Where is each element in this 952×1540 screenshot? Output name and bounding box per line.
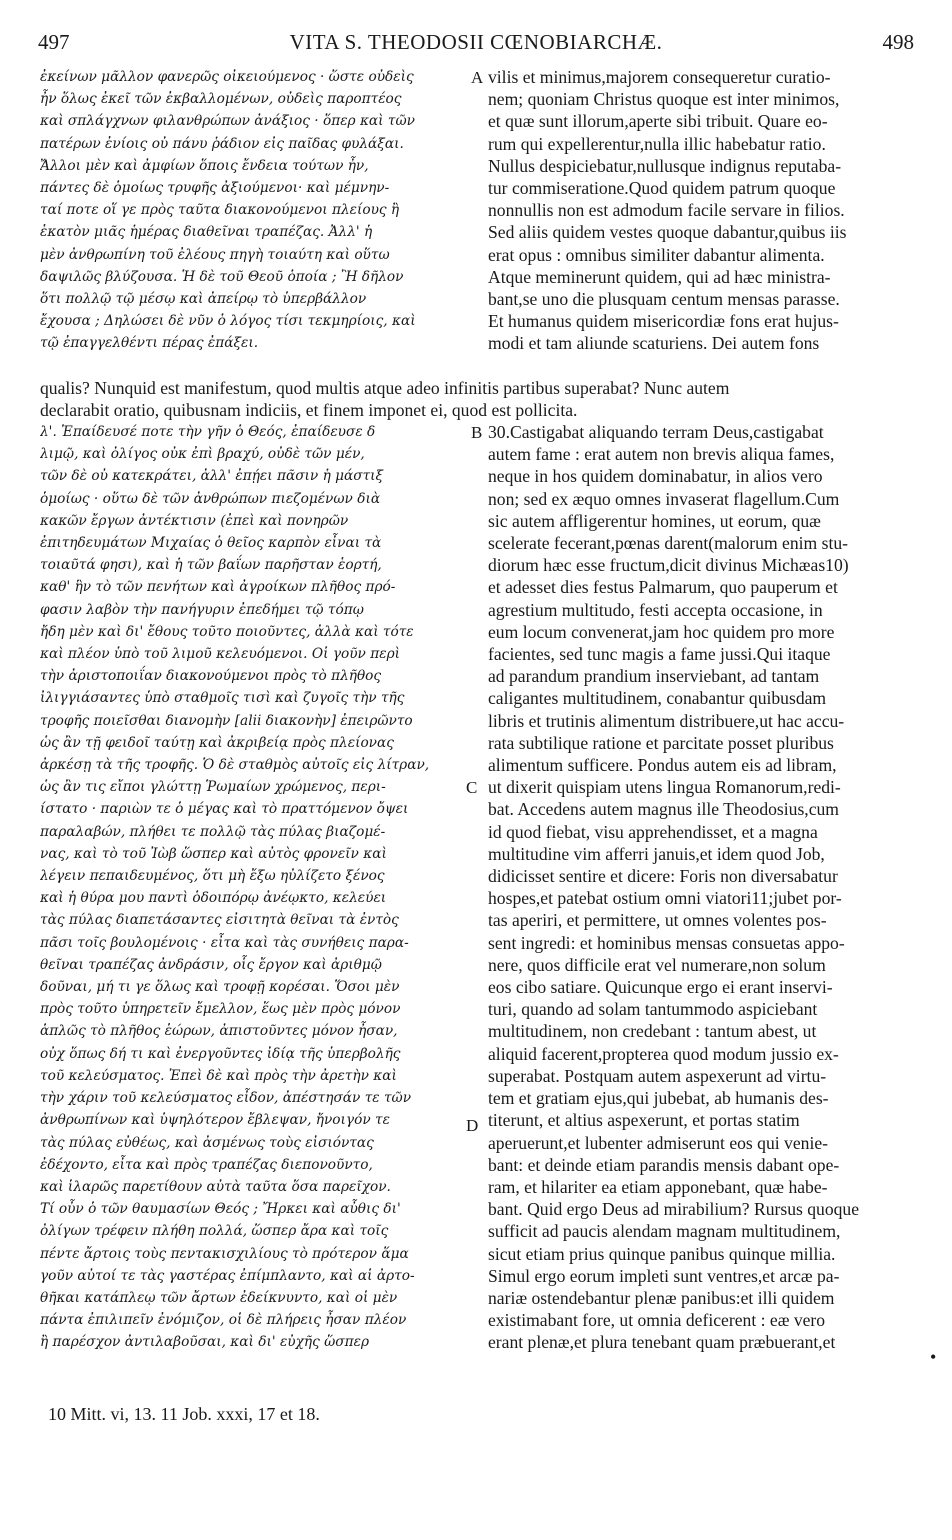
text-line: θεῖναι τραπέζας ἀνδράσιν, οἷς ἔργον καὶ ἀριθμῷ <box>40 956 382 973</box>
text-line: ram, et hilariter ea etiam apponebant, quæ habe- <box>488 1176 828 1197</box>
text-line: λ'. Ἐπαίδευσέ ποτε τὴν γῆν ὁ Θεός, ἐπαίδευσε δ <box>40 424 376 440</box>
footnotes: 10 Mitt. vi, 13. 11 Job. xxxi, 17 et 18. <box>48 1404 320 1424</box>
text-line: eos cibo satiare. Quicunque ergo ei erant inservi- <box>488 977 833 998</box>
text-line: θῆκαι κατάπλεῳ τῶν ἄρτων ἐδείκνυντο, καὶ οἱ μὲν <box>40 1289 398 1306</box>
text-line: existimabant fore, ut omnia deficerent : eæ vero <box>488 1310 826 1331</box>
text-line: modi et tam aliunde scaturiens. Dei autem fons <box>488 333 820 354</box>
text-line: Τί οὖν ὁ τῶν θαυμασίων Θεός ; Ἤρκει καὶ αὖθις δι' <box>40 1201 401 1218</box>
text-line: bant. Quid ergo Deus ad mirabilium? Rursus quoque <box>488 1199 860 1220</box>
text-line: ἢ παρέσχον ἀντιλαβοῦσαι, καὶ δι' εὐχῆς ὥσπερ <box>40 1334 370 1351</box>
text-line: qualis? Nunquid est manifestum, quod multis atque adeo infinitis partibus superabat? Nunc autem <box>40 378 730 398</box>
text-line: erant plenæ,et plura tenebant quam præbuerant,et <box>488 1332 836 1353</box>
text-line: Et humanus quidem misericordiæ fons erat hujus- <box>488 311 839 332</box>
text-line: ἀνθρωπίνων καὶ ὑψηλότερον ἔβλεψαν, ἤνοιγόν τε <box>40 1112 390 1129</box>
text-line: superabat. Postquam autem aspexerunt ad virtu- <box>488 1065 827 1086</box>
text-line: ut dixerit quispiam utens lingua Romanorum,redi- <box>488 777 841 798</box>
text-line: ἦν ὅλως ἐκεῖ τῶν ἐκβαλλομένων, οὐδεὶς παροπτέος <box>40 91 402 108</box>
text-line: παραλαβών, πλήθει τε πολλῷ τὰς πύλας βιαζομέ- <box>40 823 386 840</box>
text-line: πέντε ἄρτοις τοὺς πεντακισχιλίους τὸ πρότερον ἅμα <box>40 1245 409 1262</box>
text-line: sicut etiam prius quinque panibus quinque millia. <box>488 1243 836 1264</box>
text-line: λέγειν πεπαιδευμένος, ὅτι μὴ ἔξω ηὐλίζετο ξένος <box>40 868 385 885</box>
text-line: ὡς ἂν τῇ φειδοῖ ταύτῃ καὶ ἀκριβείᾳ πρὸς πλείονας <box>40 734 394 751</box>
margin-marker-b: B <box>471 423 483 442</box>
text-line: sufficit ad paucis alendam magnam multitudinem, <box>488 1221 841 1242</box>
text-line: Ἄλλοι μὲν καὶ ἀμφίων ὅποις ἔνδεια τούτων ἦν, <box>40 157 369 174</box>
text-line: τὰς πύλας εὐθέως, καὶ ἀσμένως τοὺς εἰσιόντας <box>40 1134 374 1151</box>
latin-column-top <box>488 66 923 355</box>
text-line: vilis et minimus,majorem consequeretur curatio- <box>488 67 831 87</box>
text-line: πάντα ἐπιλιπεῖν ἐνόμιζον, οἱ δὲ πλήρεις ἦσαν πλέον <box>40 1312 407 1329</box>
text-line: τῷ ἐπαγγελθέντι πέρας ἐπάξει. <box>40 335 259 352</box>
text-line: sent ingredi: et hominibus mensas consuetas appo- <box>488 932 845 953</box>
text-line: autem fame : erat autem non brevis aliqua fames, <box>488 444 835 465</box>
text-line: τὴν χάριν τοῦ κελεύσματος εἶδον, ἀπέστησάν τε τῶν <box>40 1090 412 1107</box>
text-line: δαψιλῶς βλύζουσα. Ἡ δὲ τοῦ Θεοῦ ὁποία ; Ἢ δῆλον <box>40 268 404 285</box>
text-line: nem; quoniam Christus quoque est inter minimos, <box>488 89 840 110</box>
text-line: ὅτι πολλῷ τῷ μέσῳ καὶ ἀπείρῳ τὸ ὑπερβάλλον <box>40 291 367 308</box>
text-line: caligantes multitudinem, conabantur quibusdam <box>488 688 827 709</box>
text-line: nere, quos difficile erat vel numerare,non solum <box>488 954 826 975</box>
text-line: ταί ποτε οἵ γε πρὸς ταῦτα διακονούμενοι πλείους ἢ <box>40 202 400 219</box>
text-line: ἐπιτηδευμάτων Μιχαίας ὁ θεῖος καρπὸν εἶναι τὰ <box>40 535 382 552</box>
text-line: πᾶσι τοῖς βουλομένοις · εἶτα καὶ τὰς συνήθεις παρα- <box>40 934 409 951</box>
text-line: agrestium multitudo, festi accepta occasione, in <box>488 599 823 620</box>
text-line: τροφῆς ποιεῖσθαι διανομὴν [alii διακονὴν] ἐπειρῶντο <box>40 712 413 729</box>
text-line: λιμῷ, καὶ ὀλίγος οὐκ ἐπὶ βραχύ, οὐδὲ τῶν μέν, <box>40 446 365 463</box>
text-line: diorum hæc esse fructum,dicit divinus Michæas10) <box>488 555 849 576</box>
text-line: τὴν ἀριστοποιΐαν διακονούμενοι πρὸς τὸ πλῆθος <box>40 668 382 685</box>
text-line: καθ' ἣν τὸ τῶν πενήτων καὶ ἀγροίκων πλῆθος πρό- <box>40 579 396 596</box>
text-line: ὡς ἂν τις εἴποι γλώττῃ Ῥωμαίων χρώμενος, περι- <box>40 779 386 796</box>
text-line: rata subtilique ratione et parcitate posset pluribus <box>488 732 834 753</box>
text-line: πατέρων ἐνίοις οὐ πάνυ ῥάδιον εἰς παῖδας φυλάξαι. <box>40 135 404 152</box>
text-line: facientes, sed tunc magis a fame jussi.Qui itaque <box>488 644 831 665</box>
text-line: erat opus : omnibus similiter dabantur alimenta. <box>488 244 825 265</box>
text-line: νας, καὶ τὸ τοῦ Ἰὼβ ὥσπερ καὶ αὐτὸς φρονεῖν καὶ <box>40 845 387 862</box>
text-line: declarabit oratio, quibusnam indiciis, et finem imponet ei, quod est pollicita. <box>40 400 578 421</box>
text-line: κακῶν ἔργων ἀντέκτισιν (ἐπεὶ καὶ πονηρῶν <box>40 512 349 529</box>
text-line: alimentum sufficere. Pondus autem eis ad libram, <box>488 755 837 776</box>
text-line: τοιαῦτά φησι), καὶ ἡ τῶν βαΐων παρῆσταν ἑορτή, <box>40 557 382 574</box>
text-line: nariæ ostendebantur plenæ panibus:et illi quidem <box>488 1287 835 1308</box>
text-line: καὶ σπλάγχνων φιλανθρώπων ἀνάξιος · ὅπερ καὶ τῶν <box>40 113 415 130</box>
text-line: Atque meminerunt quidem, qui ad hæc ministra- <box>488 266 831 287</box>
text-line: libris et trutinis alimentum distribuere,ut hac accu- <box>488 710 845 731</box>
text-line: ἀρκέσῃ τὰ τῆς τροφῆς. Ὁ δὲ σταθμὸς αὐτοῖς εἰς λίτραν, <box>40 757 430 774</box>
text-line: καὶ ἱλαρῶς παρετίθουν αὐτὰ ταῦτα ὅσα παρεῖχον. <box>40 1178 391 1195</box>
text-line: bat. Accedens autem magnus ille Theodosius,cum <box>488 799 839 820</box>
text-line: tas aperiri, et permittere, ut omnes volentes pos- <box>488 910 827 931</box>
full-width-latin <box>40 377 925 421</box>
text-line: ad parandum prandium inserviebant, ad tantam <box>488 666 820 687</box>
text-line: didicisset sentire et dicere: Foris non diversabatur <box>488 866 838 887</box>
text-line: eum locum convenerat,jam hoc quidem pro more <box>488 621 835 642</box>
text-line: ἔχουσα ; Δηλώσει δὲ νῦν ὁ λόγος τίσι τεκμηρίοις, καὶ <box>40 313 416 330</box>
text-line: καὶ ἡ θύρα μου παντὶ ὁδοιπόρῳ ἀνέῳκτο, κελεύει <box>40 890 387 907</box>
text-line: et adesset dies festus Palmarum, quo pauperum et <box>488 577 838 598</box>
text-line: ἑκατὸν μιᾶς ἡμέρας διαθεῖναι τραπέζας. Ἀλλ' ἡ <box>40 224 373 241</box>
text-line: Simul ergo eorum impleti sunt ventres,et arcæ pa- <box>488 1265 840 1286</box>
margin-marker-d: D <box>466 1116 479 1135</box>
text-line: δοῦναι, μή τι γε ὅλως καὶ τροφῇ κορέσαι. Ὅσοι μὲν <box>40 979 400 996</box>
text-line: καὶ πλέον ὑπὸ τοῦ λιμοῦ κελευόμενοι. Οἱ γοῦν περὶ <box>40 646 400 663</box>
text-line: ἤδη μὲν καὶ δι' ἔθους τοῦτο ποιοῦντες, ἀλλὰ καὶ τότε <box>40 623 414 640</box>
text-line: hospes,et patebat ostium omni viatori11;jubet por- <box>488 888 842 909</box>
text-line: tem et gratiam ejus,qui jubebat, ab humanis des- <box>488 1088 829 1109</box>
text-line: non; sed ex æquo omnes invaserat flagellum.Cum <box>488 488 840 509</box>
greek-column-top <box>40 66 470 355</box>
text-line: nonnullis non est admodum facile servare in filios. <box>488 200 845 221</box>
text-line: ὁμοίως · οὕτω δὲ τῶν ἀνθρώπων πιεζομένων διὰ <box>40 490 381 507</box>
running-title: VITA S. THEODOSII CŒNOBIARCHÆ. <box>289 30 663 54</box>
text-line: ίστατο · παριὼν τε ὁ μέγας καὶ τὸ πραττόμενον ὄψει <box>40 801 409 818</box>
text-line: neque in hos quidem dominabatur, in alios vero <box>488 466 823 487</box>
text-line: bant,se uno die plusquam centum mensas parasse. <box>488 289 840 310</box>
text-line: id quod fiebat, visu apprehendisset, et a magna <box>488 821 818 842</box>
text-line: turi, quando ad solam tantummodo aspiciebant <box>488 999 818 1020</box>
text-line: ὀλίγων τρέφειν πλήθη πολλά, ὥσπερ ἄρα καὶ τοῖς <box>40 1223 389 1240</box>
text-line: scelerate fecerant,pœnas darent(malorum enim stu- <box>488 533 849 554</box>
text-line: Sed aliis quidem vestes quoque dabantur,quibus iis <box>488 222 847 243</box>
page-number-right: 498 <box>882 30 914 54</box>
text-line: Nullus despiciebatur,nullusque indignus reputaba- <box>488 155 842 176</box>
margin-marker-a: A <box>471 68 484 87</box>
text-line: multitudine vim afferri januis,et idem quod Job, <box>488 843 825 864</box>
text-line: ἐκείνων μᾶλλον φανερῶς οἰκειούμενος · ὥστε οὐδεὶς <box>40 69 414 85</box>
text-line: tur commiseratione.Quod quidem patrum quoque <box>488 178 836 199</box>
text-line: sic autem affligerentur homines, ut eorum, quæ <box>488 510 821 531</box>
text-line: οὐχ ὅπως δή τι καὶ ἐνεργοῦντες ἰδίᾳ τῆς ὑπερβολῆς <box>40 1045 401 1062</box>
text-line: μὲν ἀνθρωπίνη τοῦ ἐλέους πηγὴ τοιαύτη καὶ οὕτω <box>40 246 390 263</box>
text-line: aliquid facerent,propterea quod modum jussio ex- <box>488 1043 839 1064</box>
running-header <box>38 30 914 60</box>
text-line: ἐδέχοντο, εἶτα καὶ πρὸς τραπέζας διεπονοῦντο, <box>40 1156 373 1173</box>
text-line: τοῦ κελεύσματος. Ἐπεὶ δὲ καὶ πρὸς τὴν ἀρετὴν καὶ <box>40 1067 397 1084</box>
text-line: aperuerunt,et lubenter admiserunt eos qui venie- <box>488 1132 829 1153</box>
text-line: ἰλιγγιάσαντες ὑπὸ σταθμοῖς τισὶ καὶ ζυγοῖς τὴν τῆς <box>40 690 405 707</box>
text-line: πρὸς τοῦτο ὑπηρετεῖν ἔμελλον, ἕως μὲν πρὸς μόνον <box>40 1001 401 1018</box>
text-line: τὰς πύλας διαπετάσαντες εἰσιτητὰ θεῖναι τὰ ἐντὸς <box>40 912 399 929</box>
text-line: bant: et deinde etiam parandis mensis dabant ope- <box>488 1154 840 1175</box>
text-line: 30.Castigabat aliquando terram Deus,castigabat <box>488 422 824 442</box>
text-line: φασιν λαβὸν τὴν πανήγυριν ἐπεδήμει τῷ τόπῳ <box>40 601 364 618</box>
text-line: τῶν δὲ οὐ κατεκράτει, ἀλλ' ἐπῄει πᾶσιν ἡ μάστιξ <box>40 468 384 485</box>
text-line: γοῦν αὐτοί τε τὰς γαστέρας ἐπίμπλαντο, καὶ αἱ ἀρτο- <box>40 1267 415 1284</box>
margin-bullet: • <box>930 1347 937 1367</box>
margin-marker-c: C <box>466 778 478 797</box>
text-line: multitudinem, non credebant : tantum abest, ut <box>488 1021 817 1042</box>
latin-column-bottom <box>488 421 923 1354</box>
text-line: πάντες δὲ ὁμοίως τρυφῆς ἀξιούμενοι· καὶ μέμνην- <box>40 180 390 197</box>
text-line: ἁπλῶς τὸ πλῆθος ἑώρων, ἀπιστοῦντες μόνον ἦσαν, <box>40 1023 398 1040</box>
text-line: titerunt, et altius aspexerunt, et portas statim <box>488 1110 800 1131</box>
text-line: et quæ sunt illorum,aperte sibi tribuit. Quare eo- <box>488 111 828 132</box>
greek-column-bottom <box>40 421 470 1354</box>
page-number-left: 497 <box>38 30 70 54</box>
text-line: rum qui expellerentur,nulla illic habebatur ratio. <box>488 133 826 154</box>
